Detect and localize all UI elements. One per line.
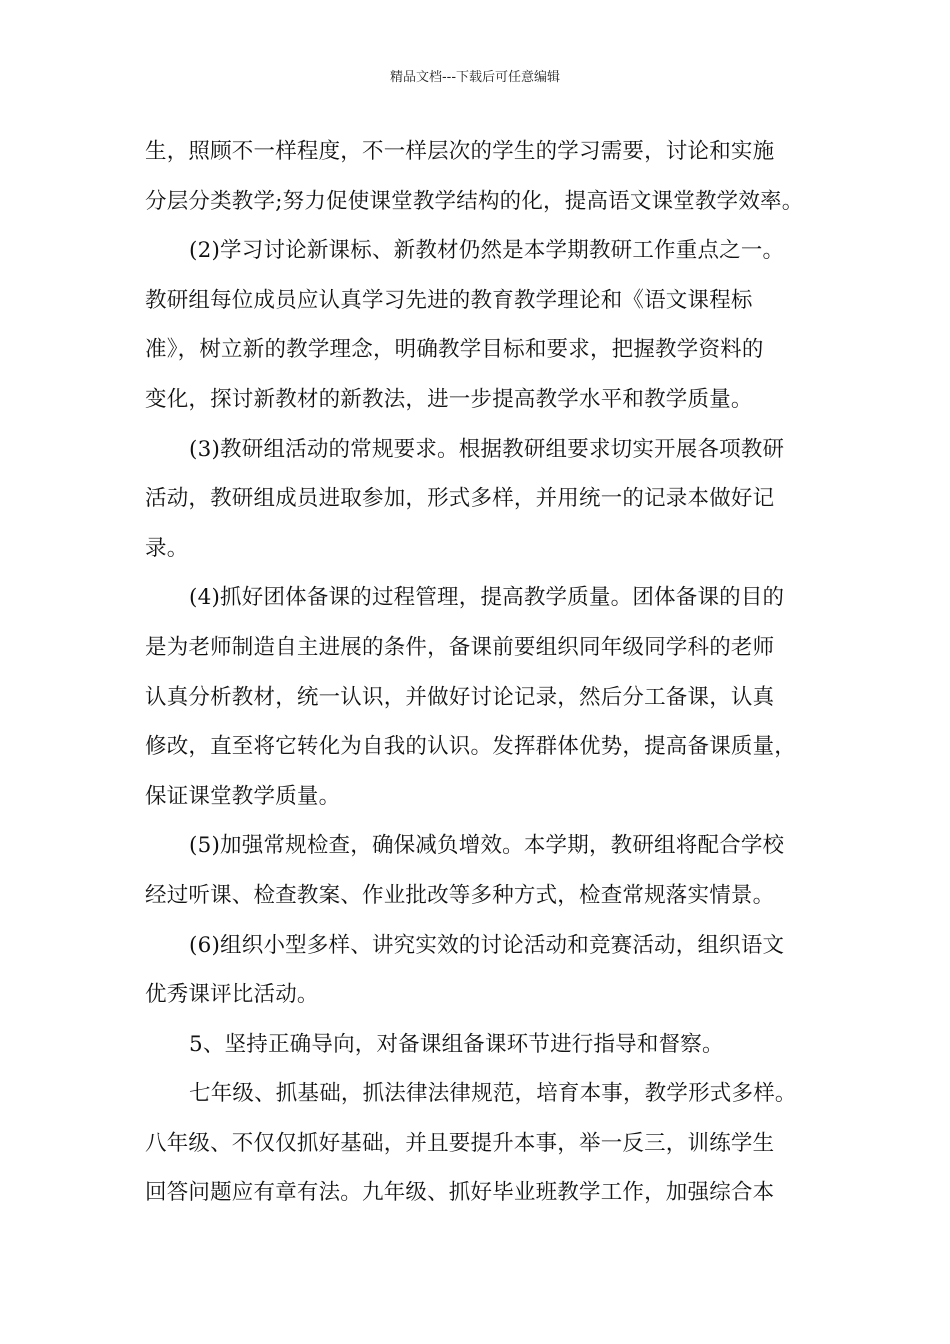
text-line: 八年级、不仅仅抓好基础，并且要提升本事，举一反三，训练学生	[145, 1130, 775, 1156]
text-line: 七年级、抓基础，抓法律法律规范，培育本事，教学形式多样。	[189, 1081, 797, 1107]
text-line: (2)学习讨论新课标、新教材仍然是本学期教研工作重点之一。	[189, 238, 785, 264]
text-line: 修改，直至将它转化为自我的认识。发挥群体优势，提高备课质量，	[145, 734, 797, 760]
text-line: 活动，教研组成员进取参加，形式多样，并用统一的记录本做好记	[145, 486, 775, 512]
text-line: (5)加强常规检查，确保减负增效。本学期，教研组将配合学校	[189, 833, 785, 859]
text-line: 生，照顾不一样程度，不一样层次的学生的学习需要，讨论和实施	[145, 139, 775, 164]
page-header: 精品文档---下载后可任意编辑	[389, 70, 561, 85]
text-line: 是为老师制造自主进展的条件，备课前要组织同年级同学科的老师	[145, 634, 775, 660]
text-line: (6)组织小型多样、讲究实效的讨论活动和竞赛活动，组织语文	[189, 932, 785, 958]
text-line: 优秀课评比活动。	[145, 982, 319, 1008]
text-line: 教研组每位成员应认真学习先进的教育教学理论和《语文课程标	[145, 287, 753, 313]
text-line: 准》，树立新的教学理念，明确教学目标和要求，把握教学资料的	[145, 337, 764, 363]
text-line: 回答问题应有章有法。九年级、抓好毕业班教学工作，加强综合本	[145, 1180, 775, 1206]
text-line: 5、坚持正确导向，对备课组备课环节进行指导和督察。	[189, 1031, 724, 1057]
text-line: 变化，探讨新教材的新教法，进一步提高教学水平和教学质量。	[145, 386, 753, 412]
text-line: (3)教研组活动的常规要求。根据教研组要求切实开展各项教研	[189, 436, 785, 462]
document-body	[145, 132, 815, 1223]
text-line: 经过听课、检查教案、作业批改等多种方式，检查常规落实情景。	[145, 882, 775, 908]
text-line: 分层分类教学;努力促使课堂教学结构的化，提高语文课堂教学效率。	[145, 188, 804, 214]
text-line: 认真分析教材，统一认识，并做好讨论记录，然后分工备课，认真	[145, 684, 775, 710]
text-line: 录。	[145, 535, 189, 561]
text-line: (4)抓好团体备课的过程管理，提高教学质量。团体备课的目的	[189, 585, 785, 611]
text-line: 保证课堂教学质量。	[145, 783, 341, 809]
